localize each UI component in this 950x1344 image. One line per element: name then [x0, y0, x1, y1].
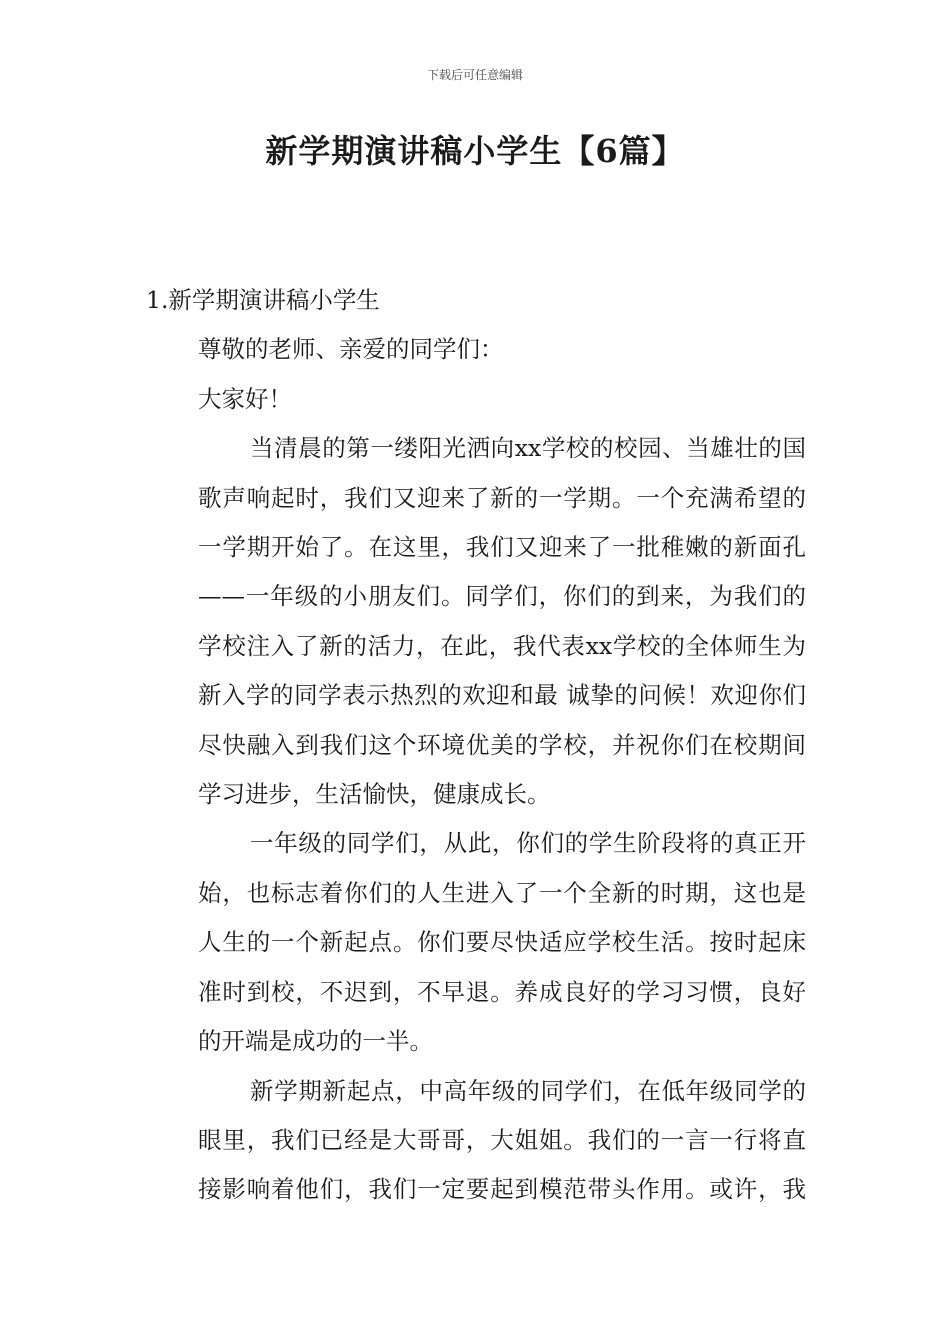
paragraph-line: 一年级的同学们，从此，你们的学生阶段将的真正开: [250, 829, 806, 858]
paragraph-line: 尽快融入到我们这个环境优美的学校，并祝你们在校期间: [198, 730, 806, 759]
paragraph-line: 眼里，我们已经是大哥哥，大姐姐。我们的一言一行将直: [198, 1125, 806, 1154]
paragraph-line: 一学期开始了。在这里，我们又迎来了一批稚嫩的新面孔: [198, 533, 806, 562]
paragraph-line: 歌声响起时，我们又迎来了新的一学期。一个充满希望的: [198, 483, 806, 512]
paragraph-line: 人生的一个新起点。你们要尽快适应学校生活。按时起床: [198, 928, 806, 957]
salutation: 尊敬的老师、亲爱的同学们：: [198, 335, 504, 364]
greeting: 大家好！: [198, 384, 292, 413]
paragraph-line: 新学期新起点，中高年级的同学们，在低年级同学的: [250, 1076, 806, 1105]
paragraph-line: 当清晨的第一缕阳光洒向xx学校的校园、当雄壮的国: [250, 434, 806, 463]
paragraph: [146, 424, 806, 819]
paragraph-line: ——一年级的小朋友们。同学们，你们的到来，为我们的: [198, 582, 806, 611]
paragraph-line: 学校注入了新的活力，在此，我代表xx学校的全体师生为: [198, 631, 806, 660]
section-heading: 1.新学期演讲稿小学生: [146, 286, 380, 314]
document-body: [146, 276, 806, 1215]
paragraph-line: 的开端是成功的一半。: [198, 1027, 433, 1056]
paragraph-line: 新入学的同学表示热烈的欢迎和最 诚挚的问候！欢迎你们: [198, 681, 806, 710]
paragraph: [146, 819, 806, 1066]
paragraph: [146, 1067, 806, 1215]
header-note: 下载后可任意编辑: [426, 68, 523, 82]
paragraph-line: 接影响着他们，我们一定要起到模范带头作用。或许，我: [198, 1175, 806, 1204]
document-title: 新学期演讲稿小学生【6篇】: [265, 132, 685, 170]
paragraph-line: 始，也标志着你们的人生进入了一个全新的时期，这也是: [198, 878, 806, 907]
paragraph-line: 学习进步，生活愉快，健康成长。: [198, 780, 551, 809]
paragraph-line: 准时到校，不迟到，不早退。养成良好的学习习惯，良好: [198, 977, 806, 1006]
